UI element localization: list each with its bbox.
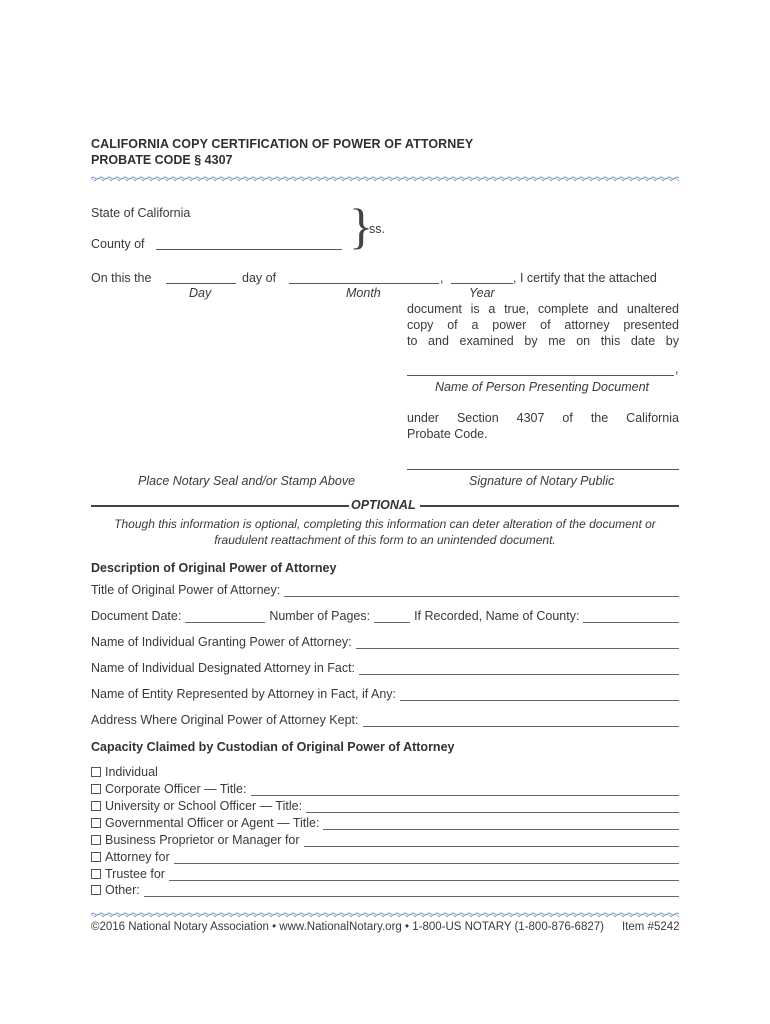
day-caption: Day <box>189 286 212 300</box>
county-recorded-field[interactable] <box>583 611 679 623</box>
option-label: Other: <box>105 883 140 897</box>
on-this-the-label: On this the <box>91 271 152 285</box>
option-label: Individual <box>105 765 158 779</box>
presenter-caption: Name of Person Presenting Document <box>435 380 649 394</box>
option-label: Business Proprietor or Manager for <box>105 833 300 847</box>
address-label: Address Where Original Power of Attorney Kept: <box>91 713 359 727</box>
designated-field[interactable] <box>359 663 679 675</box>
title-row <box>91 581 679 597</box>
county-recorded-label: If Recorded, Name of County: <box>414 609 580 623</box>
month-field[interactable] <box>289 283 439 284</box>
cert-text-line1: document is a true, complete and unaltered <box>407 302 679 316</box>
notary-signature-field[interactable] <box>407 469 679 470</box>
optional-divider-left <box>91 505 349 507</box>
option-field[interactable] <box>144 886 679 897</box>
option-label: University or School Officer — Title: <box>105 799 303 813</box>
optional-note-line2: fraudulent reattachment of this form to an unintended document. <box>214 533 556 547</box>
checkbox[interactable] <box>91 784 101 794</box>
year-field[interactable] <box>451 283 513 284</box>
capacity-option-governmental[interactable] <box>91 815 679 830</box>
option-field[interactable] <box>251 785 680 796</box>
doc-date-field[interactable] <box>185 611 265 623</box>
entity-row <box>91 685 679 701</box>
document-title: CALIFORNIA COPY CERTIFICATION OF POWER OF ATTORNEY <box>91 137 474 151</box>
pages-label: Number of Pages: <box>269 609 371 623</box>
comma-2: , <box>675 362 679 376</box>
month-caption: Month <box>346 286 381 300</box>
option-label: Attorney for <box>105 850 170 864</box>
day-field[interactable] <box>166 283 236 284</box>
checkbox[interactable] <box>91 852 101 862</box>
seal-caption: Place Notary Seal and/or Stamp Above <box>138 474 356 488</box>
day-of-label: day of <box>242 271 277 285</box>
capacity-option-other[interactable] <box>91 882 679 897</box>
option-field[interactable] <box>323 819 679 830</box>
footer-text: ©2016 National Notary Association • www.NationalNotary.org • 1-800-US NOTARY (1-800-876-6827) <box>91 921 604 933</box>
document-subtitle: PROBATE CODE § 4307 <box>91 153 233 167</box>
designated-label: Name of Individual Designated Attorney in Fact: <box>91 661 356 675</box>
optional-note-line1: Though this information is optional, completing this information can deter alteration of the document or <box>114 517 656 531</box>
brace-icon: } <box>349 198 373 254</box>
checkbox[interactable] <box>91 801 101 811</box>
date-pages-county-row <box>91 607 679 623</box>
optional-divider-right <box>420 505 679 507</box>
title-label: Title of Original Power of Attorney: <box>91 583 281 597</box>
description-heading: Description of Original Power of Attorney <box>91 561 337 575</box>
ss-label: ss. <box>369 222 385 236</box>
pages-field[interactable] <box>374 611 410 623</box>
cert-text-line3: to and examined by me on this date by <box>407 334 679 348</box>
optional-heading: OPTIONAL <box>351 498 416 512</box>
option-label: Corporate Officer — Title: <box>105 782 247 796</box>
capacity-option-individual[interactable] <box>91 764 679 779</box>
checkbox[interactable] <box>91 818 101 828</box>
signature-caption: Signature of Notary Public <box>469 474 615 488</box>
county-label: County of <box>91 237 145 251</box>
decorative-border-top <box>91 172 679 181</box>
granting-field[interactable] <box>356 637 679 649</box>
checkbox[interactable] <box>91 835 101 845</box>
entity-label: Name of Entity Represented by Attorney in Fact, if Any: <box>91 687 397 701</box>
capacity-option-trustee[interactable] <box>91 866 679 881</box>
border-pattern-icon <box>91 176 679 181</box>
title-field[interactable] <box>284 585 679 597</box>
granting-row <box>91 633 679 649</box>
footer-item-number: Item #5242 <box>622 921 680 933</box>
state-label: State of California <box>91 206 191 220</box>
granting-label: Name of Individual Granting Power of Attorney: <box>91 635 352 649</box>
designated-row <box>91 659 679 675</box>
capacity-option-business[interactable] <box>91 832 679 847</box>
certify-label: , I certify that the attached <box>513 271 657 285</box>
checkbox[interactable] <box>91 869 101 879</box>
comma-1: , <box>440 271 444 285</box>
doc-date-label: Document Date: <box>91 609 182 623</box>
entity-field[interactable] <box>400 689 679 701</box>
option-field[interactable] <box>306 802 679 813</box>
cert-text-line5: Probate Code. <box>407 427 488 441</box>
capacity-option-university[interactable] <box>91 798 679 813</box>
option-field[interactable] <box>174 853 679 864</box>
presenter-name-field[interactable] <box>407 375 674 376</box>
option-field[interactable] <box>304 836 679 847</box>
option-label: Governmental Officer or Agent — Title: <box>105 816 320 830</box>
checkbox[interactable] <box>91 767 101 777</box>
cert-text-line2: copy of a power of attorney presented <box>407 318 679 332</box>
capacity-heading: Capacity Claimed by Custodian of Original Power of Attorney <box>91 740 455 754</box>
option-label: Trustee for <box>105 867 165 881</box>
cert-text-line4: under Section 4307 of the California <box>407 411 679 425</box>
option-field[interactable] <box>169 870 679 881</box>
year-caption: Year <box>469 286 495 300</box>
address-field[interactable] <box>363 715 680 727</box>
checkbox[interactable] <box>91 885 101 895</box>
capacity-option-attorney[interactable] <box>91 849 679 864</box>
border-pattern-icon <box>91 912 679 917</box>
decorative-border-bottom <box>91 908 679 917</box>
capacity-option-corporate[interactable] <box>91 781 679 796</box>
county-field[interactable] <box>156 249 342 250</box>
address-row <box>91 711 679 727</box>
